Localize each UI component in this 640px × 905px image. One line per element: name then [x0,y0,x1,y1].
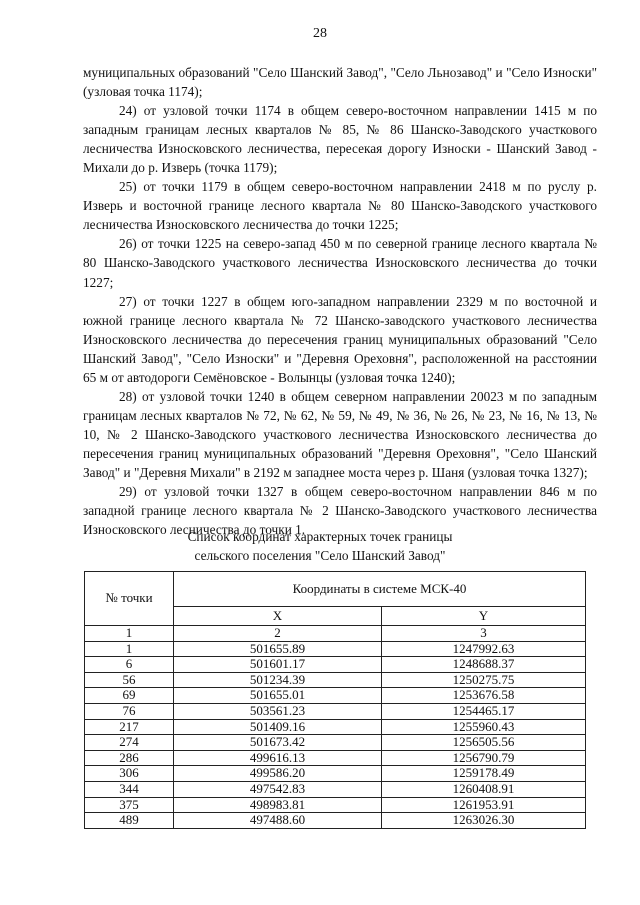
x-coordinate-cell: 499586.20 [174,766,382,782]
point-number-cell: 489 [85,813,174,829]
y-coordinate-cell: 1247992.63 [382,641,586,657]
point-number-cell: 76 [85,703,174,719]
table-row [85,688,586,704]
table-row [85,641,586,657]
point-number-cell: 56 [85,672,174,688]
x-coordinate-cell: 501409.16 [174,719,382,735]
x-coordinate-cell: 498983.81 [174,797,382,813]
y-coordinate-cell: 1253676.58 [382,688,586,704]
point-number-cell: 69 [85,688,174,704]
header-x: X [174,607,382,626]
table-row [85,781,586,797]
y-coordinate-cell: 1255960.43 [382,719,586,735]
y-coordinate-cell: 1256790.79 [382,750,586,766]
point-number-cell: 217 [85,719,174,735]
y-coordinate-cell: 1248688.37 [382,657,586,673]
table-caption-line-2: сельского поселения "Село Шанский Завод" [194,548,446,563]
paragraph-item-28: 28) от узловой точки 1240 в общем северном направлении 20023 м по западным границам лесных кварталов № 72, № 62, № 59, № 49, № 36, № 26, № 23, № 16, № 13, № 10, № 2 Шанско-Заводского участкового лесничества Износковского лесничества до пересечения границ муниципальных образований "Деревня Ореховня", "Село Шанский Завод" и "Деревня Михали" в 2192 м западнее моста через р. Шаня (узловая точка 1327); [83,388,597,480]
point-number-cell: 286 [85,750,174,766]
paragraph-item-25: 25) от точки 1179 в общем северо-восточном направлении 2418 м по руслу р. Изверь и восточной границе лесного квартала № 80 Шанско-Заводского участкового лесничества Износковского лесничества до точки 1225; [83,179,597,233]
point-number-cell: 344 [85,781,174,797]
x-coordinate-cell: 497488.60 [174,813,382,829]
column-index-cell: 1 [85,626,174,642]
body-text [83,63,597,539]
y-coordinate-cell: 1263026.30 [382,813,586,829]
column-index-cell: 3 [382,626,586,642]
point-number-cell: 274 [85,735,174,751]
x-coordinate-cell: 501655.01 [174,688,382,704]
y-coordinate-cell: 1259178.49 [382,766,586,782]
paragraph-item-29: 29) от узловой точки 1327 в общем северо-восточном направлении 846 м по западной границе лесного квартала № 2 Шанско-Заводского участкового лесничества Износковского лесничества до точки 1. [83,484,597,538]
x-coordinate-cell: 501673.42 [174,735,382,751]
table-row [85,750,586,766]
table-row [85,797,586,813]
table-row [85,813,586,829]
y-coordinate-cell: 1260408.91 [382,781,586,797]
x-coordinate-cell: 501655.89 [174,641,382,657]
table-row [85,657,586,673]
page-number: 28 [313,26,327,41]
table-row [85,719,586,735]
x-coordinate-cell: 501601.17 [174,657,382,673]
point-number-cell: 306 [85,766,174,782]
paragraph-item-26: 26) от точки 1225 на северо-запад 450 м по северной границе лесного квартала № 80 Шанско-Заводского участкового лесничества Износковского лесничества до точки 1227; [83,236,597,290]
x-coordinate-cell: 499616.13 [174,750,382,766]
coordinates-table [84,571,586,829]
point-number-cell: 375 [85,797,174,813]
y-coordinate-cell: 1261953.91 [382,797,586,813]
point-number-cell: 6 [85,657,174,673]
header-point-number: № точки [85,572,174,626]
table-caption-line-1: Список координат характерных точек границы [187,529,453,544]
x-coordinate-cell: 497542.83 [174,781,382,797]
y-coordinate-cell: 1250275.75 [382,672,586,688]
point-number-cell: 1 [85,641,174,657]
column-index-row [85,626,586,642]
paragraph-item-27: 27) от точки 1227 в общем юго-западном направлении 2329 м по восточной и южной границе лесного квартала № 72 Шанско-заводского участкового лесничества Износковского лесничества до пересечения границ муниципальных образований "Село Шанский Завод", "Село Износки" и "Деревня Ореховня", расположенной на расстоянии 65 м от автодороги Семёновское - Волынцы (узловая точка 1240); [83,293,597,385]
y-coordinate-cell: 1254465.17 [382,703,586,719]
table-row [85,672,586,688]
paragraph-item-24: 24) от узловой точки 1174 в общем северо-восточном направлении 1415 м по западным границам лесных кварталов № 85, № 86 Шанско-Заводского участкового лесничества Износковского лесничества, пересекая дорогу Износки - Шанский Завод - Михали до р. Изверь (точка 1179); [83,103,597,176]
header-y: Y [382,607,586,626]
paragraph-continuation: муниципальных образований "Село Шанский Завод", "Село Льнозавод" и "Село Износки" (узловая точка 1174); [83,65,597,100]
x-coordinate-cell: 501234.39 [174,672,382,688]
table-row [85,703,586,719]
column-index-cell: 2 [174,626,382,642]
table-row [85,735,586,751]
x-coordinate-cell: 503561.23 [174,703,382,719]
y-coordinate-cell: 1256505.56 [382,735,586,751]
table-row [85,766,586,782]
header-coordinate-system: Координаты в системе МСК-40 [174,572,586,607]
